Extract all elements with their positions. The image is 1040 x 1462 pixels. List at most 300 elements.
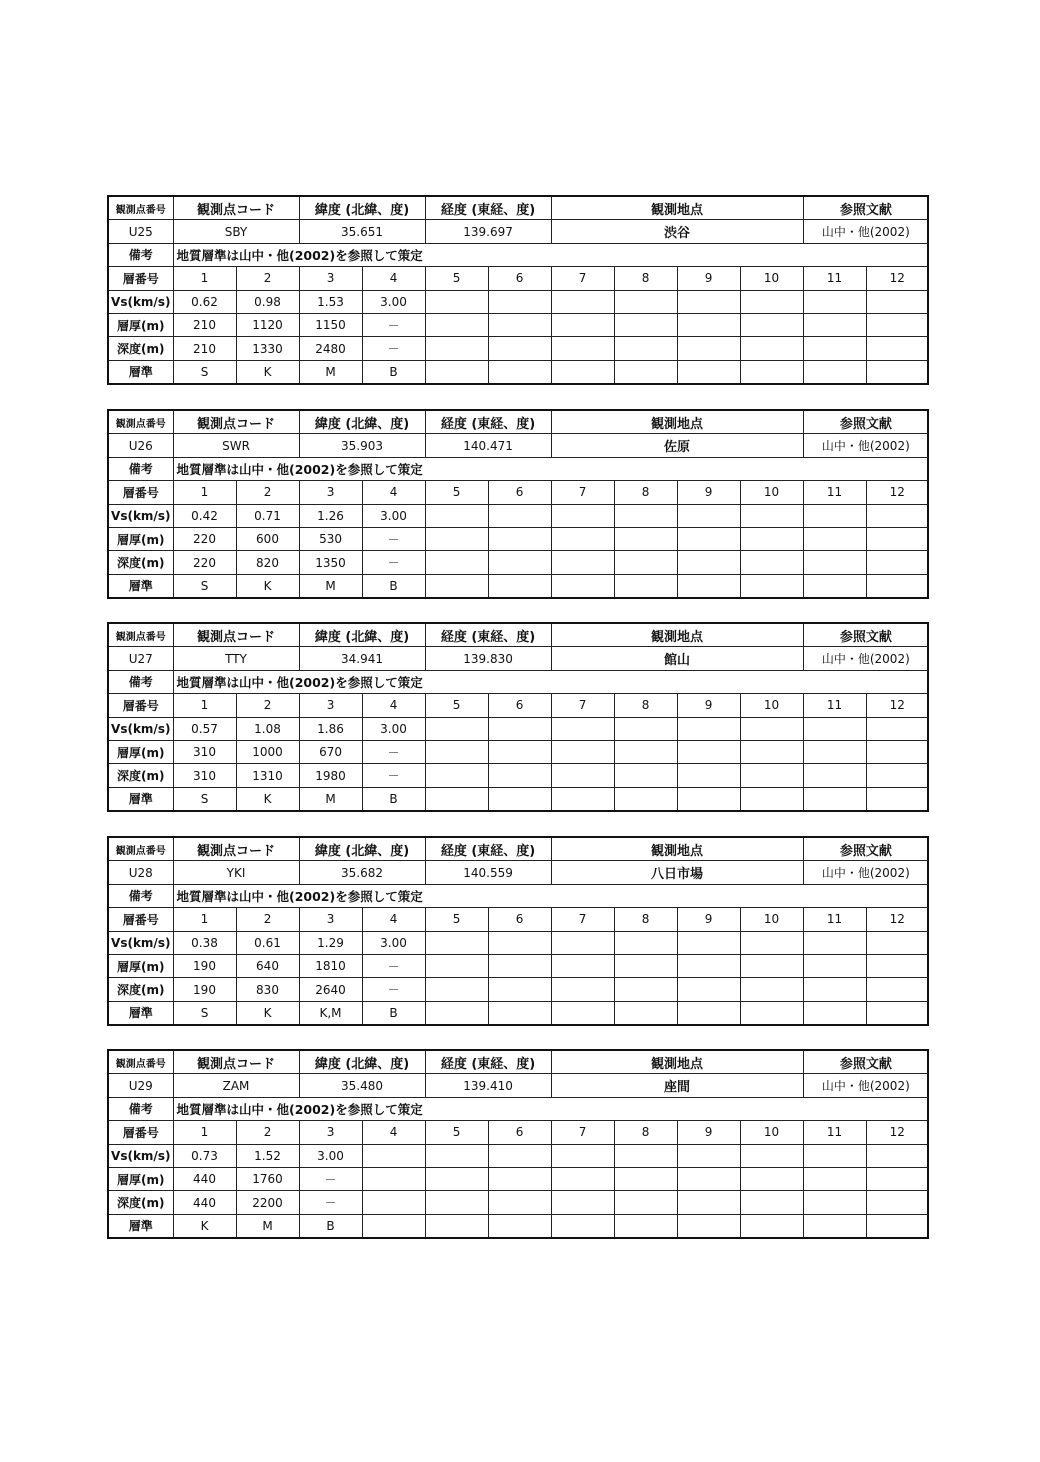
layer-number: 8 bbox=[614, 267, 677, 290]
thickness-row-value bbox=[488, 954, 551, 977]
horizon-row-value bbox=[803, 787, 866, 810]
station-no-header: 観測点番号 bbox=[109, 838, 173, 861]
latitude-header: 緯度 (北緯、度) bbox=[299, 838, 425, 861]
thickness-row-value bbox=[488, 527, 551, 550]
longitude-value: 139.830 bbox=[425, 647, 551, 670]
remarks-text: 地質層準は山中・他(2002)を参照して策定 bbox=[173, 1097, 928, 1120]
remarks-text: 地質層準は山中・他(2002)を参照して策定 bbox=[173, 670, 928, 693]
horizon-row-value bbox=[740, 360, 803, 383]
horizon-row-value bbox=[425, 1001, 488, 1024]
vs-row-value bbox=[425, 931, 488, 954]
vs-row-value: 1.53 bbox=[299, 290, 362, 313]
vs-row-value: 0.71 bbox=[236, 504, 299, 527]
horizon-row-value bbox=[677, 574, 740, 597]
layer-number: 9 bbox=[677, 694, 740, 717]
station-table bbox=[107, 1049, 929, 1239]
thickness-row-value: 1810 bbox=[299, 954, 362, 977]
thickness-row-value bbox=[488, 313, 551, 336]
horizon-row-value bbox=[740, 1214, 803, 1237]
layer-number: 5 bbox=[425, 1121, 488, 1144]
depth-row bbox=[109, 551, 928, 574]
layer-number-row bbox=[109, 267, 928, 290]
vs-row-value bbox=[677, 717, 740, 740]
horizon-row-value bbox=[740, 1001, 803, 1024]
station-code-header: 観測点コード bbox=[173, 624, 299, 647]
horizon-row-value: K bbox=[173, 1214, 236, 1237]
layer-number: 5 bbox=[425, 481, 488, 504]
vs-row-value bbox=[677, 290, 740, 313]
vs-row-value bbox=[740, 504, 803, 527]
layer-number: 4 bbox=[362, 481, 425, 504]
layer-number: 8 bbox=[614, 908, 677, 931]
vs-row-value bbox=[488, 290, 551, 313]
remarks-label: 備考 bbox=[109, 457, 173, 480]
vs-row-value bbox=[488, 717, 551, 740]
header-row bbox=[109, 838, 928, 861]
depth-row-value: 2640 bbox=[299, 978, 362, 1001]
horizon-row-value bbox=[488, 574, 551, 597]
depth-row-value: － bbox=[362, 978, 425, 1001]
reference-header: 参照文献 bbox=[803, 838, 928, 861]
row-label: 層厚(m) bbox=[109, 313, 173, 336]
vs-row-value: 0.62 bbox=[173, 290, 236, 313]
depth-row-value bbox=[677, 978, 740, 1001]
row-label: 深度(m) bbox=[109, 551, 173, 574]
vs-row bbox=[109, 1144, 928, 1167]
vs-row-value bbox=[425, 504, 488, 527]
reference-header: 参照文献 bbox=[803, 197, 928, 220]
station-no: U28 bbox=[109, 861, 173, 884]
remarks-text: 地質層準は山中・他(2002)を参照して策定 bbox=[173, 243, 928, 266]
thickness-row-value bbox=[740, 313, 803, 336]
station-code-header: 観測点コード bbox=[173, 197, 299, 220]
layer-number-row bbox=[109, 481, 928, 504]
depth-row-value bbox=[803, 337, 866, 360]
horizon-row bbox=[109, 360, 928, 383]
horizon-row-value bbox=[614, 1001, 677, 1024]
remarks-text: 地質層準は山中・他(2002)を参照して策定 bbox=[173, 884, 928, 907]
depth-row-value bbox=[803, 978, 866, 1001]
row-label: 層準 bbox=[109, 1214, 173, 1237]
depth-row-value: － bbox=[362, 764, 425, 787]
vs-row-value bbox=[488, 931, 551, 954]
vs-row-value bbox=[551, 290, 614, 313]
reference-header: 参照文献 bbox=[803, 624, 928, 647]
thickness-row-value bbox=[551, 527, 614, 550]
row-label: 深度(m) bbox=[109, 978, 173, 1001]
station-code: ZAM bbox=[173, 1074, 299, 1097]
thickness-row-value bbox=[362, 1167, 425, 1190]
layer-number: 6 bbox=[488, 694, 551, 717]
layer-number: 2 bbox=[236, 267, 299, 290]
layer-number: 1 bbox=[173, 481, 236, 504]
vs-row-value bbox=[803, 931, 866, 954]
vs-row-value bbox=[614, 290, 677, 313]
vs-row bbox=[109, 931, 928, 954]
header-row bbox=[109, 624, 928, 647]
depth-row-value: 210 bbox=[173, 337, 236, 360]
vs-row-value: 1.86 bbox=[299, 717, 362, 740]
latitude-header: 緯度 (北緯、度) bbox=[299, 1051, 425, 1074]
thickness-row-value: － bbox=[362, 527, 425, 550]
thickness-row-value: 530 bbox=[299, 527, 362, 550]
depth-row-value bbox=[677, 337, 740, 360]
latitude-value: 35.480 bbox=[299, 1074, 425, 1097]
thickness-row-value bbox=[677, 313, 740, 336]
depth-row-value bbox=[551, 764, 614, 787]
station-no-header: 観測点番号 bbox=[109, 1051, 173, 1074]
row-label: Vs(km/s) bbox=[109, 931, 173, 954]
layer-number: 1 bbox=[173, 267, 236, 290]
depth-row-value bbox=[551, 337, 614, 360]
horizon-row-value: S bbox=[173, 360, 236, 383]
layer-number: 4 bbox=[362, 908, 425, 931]
depth-row-value: 1980 bbox=[299, 764, 362, 787]
station-code: SBY bbox=[173, 220, 299, 243]
thickness-row-value: － bbox=[362, 954, 425, 977]
station-code-header: 観測点コード bbox=[173, 1051, 299, 1074]
info-row bbox=[109, 647, 928, 670]
layer-number-row bbox=[109, 1121, 928, 1144]
layer-number: 10 bbox=[740, 267, 803, 290]
vs-row-value bbox=[614, 504, 677, 527]
thickness-row-value bbox=[425, 740, 488, 763]
thickness-row-value: － bbox=[362, 740, 425, 763]
vs-row-value bbox=[425, 290, 488, 313]
layer-number: 2 bbox=[236, 481, 299, 504]
station-no: U26 bbox=[109, 434, 173, 457]
layer-number: 12 bbox=[866, 481, 928, 504]
layer-number: 10 bbox=[740, 1121, 803, 1144]
depth-row-value bbox=[866, 764, 928, 787]
depth-row-value bbox=[425, 978, 488, 1001]
row-label: Vs(km/s) bbox=[109, 290, 173, 313]
station-grid bbox=[109, 411, 928, 597]
layer-number: 7 bbox=[551, 267, 614, 290]
layer-number: 7 bbox=[551, 694, 614, 717]
vs-row-value bbox=[677, 931, 740, 954]
horizon-row-value bbox=[614, 360, 677, 383]
thickness-row-value bbox=[740, 527, 803, 550]
header-row bbox=[109, 1051, 928, 1074]
thickness-row-value bbox=[614, 313, 677, 336]
depth-row-value bbox=[866, 551, 928, 574]
longitude-header: 経度 (東経、度) bbox=[425, 624, 551, 647]
thickness-row-value: － bbox=[299, 1167, 362, 1190]
vs-row-value bbox=[488, 504, 551, 527]
thickness-row-value: 1150 bbox=[299, 313, 362, 336]
thickness-row-value: 220 bbox=[173, 527, 236, 550]
thickness-row-value bbox=[425, 954, 488, 977]
depth-row-value bbox=[803, 551, 866, 574]
remarks-row bbox=[109, 670, 928, 693]
horizon-row-value: S bbox=[173, 574, 236, 597]
station-no: U29 bbox=[109, 1074, 173, 1097]
header-row bbox=[109, 197, 928, 220]
remarks-row bbox=[109, 457, 928, 480]
station-table bbox=[107, 409, 929, 599]
thickness-row-value bbox=[677, 740, 740, 763]
row-label: 層厚(m) bbox=[109, 954, 173, 977]
depth-row-value bbox=[551, 551, 614, 574]
depth-row-value: 310 bbox=[173, 764, 236, 787]
thickness-row-value bbox=[866, 527, 928, 550]
layer-number: 12 bbox=[866, 694, 928, 717]
horizon-row-value bbox=[677, 1001, 740, 1024]
depth-row-value bbox=[803, 764, 866, 787]
depth-row-value bbox=[677, 551, 740, 574]
station-grid bbox=[109, 197, 928, 383]
layer-number: 11 bbox=[803, 1121, 866, 1144]
layer-number: 7 bbox=[551, 908, 614, 931]
info-row bbox=[109, 220, 928, 243]
horizon-row-value bbox=[551, 360, 614, 383]
station-no-header: 観測点番号 bbox=[109, 624, 173, 647]
row-label: 層番号 bbox=[109, 481, 173, 504]
depth-row-value: 1310 bbox=[236, 764, 299, 787]
longitude-value: 139.697 bbox=[425, 220, 551, 243]
horizon-row-value: B bbox=[362, 1001, 425, 1024]
station-no: U27 bbox=[109, 647, 173, 670]
horizon-row-value bbox=[362, 1214, 425, 1237]
layer-number-row bbox=[109, 694, 928, 717]
layer-number: 1 bbox=[173, 908, 236, 931]
depth-row-value bbox=[803, 1191, 866, 1214]
layer-number: 3 bbox=[299, 908, 362, 931]
layer-number: 9 bbox=[677, 1121, 740, 1144]
layer-number: 7 bbox=[551, 1121, 614, 1144]
horizon-row-value bbox=[488, 787, 551, 810]
vs-row-value bbox=[740, 931, 803, 954]
horizon-row-value bbox=[803, 1214, 866, 1237]
layer-number: 6 bbox=[488, 1121, 551, 1144]
row-label: 深度(m) bbox=[109, 337, 173, 360]
depth-row-value bbox=[488, 978, 551, 1001]
vs-row-value bbox=[425, 717, 488, 740]
horizon-row-value bbox=[740, 787, 803, 810]
horizon-row-value: K bbox=[236, 574, 299, 597]
layer-number: 12 bbox=[866, 1121, 928, 1144]
thickness-row-value bbox=[866, 954, 928, 977]
horizon-row-value bbox=[551, 1001, 614, 1024]
horizon-row-value bbox=[740, 574, 803, 597]
vs-row-value bbox=[740, 717, 803, 740]
latitude-value: 34.941 bbox=[299, 647, 425, 670]
info-row bbox=[109, 1074, 928, 1097]
vs-row-value bbox=[614, 931, 677, 954]
depth-row-value bbox=[740, 978, 803, 1001]
latitude-value: 35.903 bbox=[299, 434, 425, 457]
horizon-row bbox=[109, 1214, 928, 1237]
horizon-row bbox=[109, 1001, 928, 1024]
vs-row-value bbox=[803, 504, 866, 527]
vs-row-value: 1.26 bbox=[299, 504, 362, 527]
thickness-row-value: 1760 bbox=[236, 1167, 299, 1190]
thickness-row bbox=[109, 740, 928, 763]
horizon-row-value: B bbox=[362, 360, 425, 383]
layer-number: 3 bbox=[299, 267, 362, 290]
vs-row-value bbox=[551, 717, 614, 740]
info-row bbox=[109, 861, 928, 884]
layer-number: 11 bbox=[803, 908, 866, 931]
vs-row-value: 3.00 bbox=[299, 1144, 362, 1167]
site-name: 佐原 bbox=[551, 434, 803, 457]
depth-row-value bbox=[614, 551, 677, 574]
station-table bbox=[107, 622, 929, 812]
vs-row-value bbox=[551, 504, 614, 527]
horizon-row-value bbox=[425, 574, 488, 597]
station-no: U25 bbox=[109, 220, 173, 243]
horizon-row-value: B bbox=[299, 1214, 362, 1237]
depth-row-value: 1330 bbox=[236, 337, 299, 360]
remarks-label: 備考 bbox=[109, 884, 173, 907]
thickness-row-value bbox=[866, 740, 928, 763]
header-row bbox=[109, 411, 928, 434]
station-table bbox=[107, 195, 929, 385]
depth-row bbox=[109, 1191, 928, 1214]
depth-row-value bbox=[614, 764, 677, 787]
vs-row-value: 0.73 bbox=[173, 1144, 236, 1167]
depth-row-value bbox=[362, 1191, 425, 1214]
vs-row-value bbox=[803, 1144, 866, 1167]
horizon-row-value: M bbox=[236, 1214, 299, 1237]
thickness-row-value bbox=[425, 527, 488, 550]
vs-row-value: 1.29 bbox=[299, 931, 362, 954]
thickness-row-value bbox=[614, 1167, 677, 1190]
vs-row-value: 3.00 bbox=[362, 504, 425, 527]
depth-row-value bbox=[551, 1191, 614, 1214]
thickness-row-value bbox=[425, 313, 488, 336]
thickness-row-value: 640 bbox=[236, 954, 299, 977]
depth-row-value bbox=[488, 764, 551, 787]
depth-row-value: － bbox=[362, 551, 425, 574]
thickness-row-value bbox=[551, 740, 614, 763]
station-table bbox=[107, 836, 929, 1026]
thickness-row-value bbox=[551, 954, 614, 977]
vs-row-value: 3.00 bbox=[362, 290, 425, 313]
vs-row-value bbox=[866, 1144, 928, 1167]
depth-row bbox=[109, 764, 928, 787]
horizon-row-value: K,M bbox=[299, 1001, 362, 1024]
latitude-header: 緯度 (北緯、度) bbox=[299, 197, 425, 220]
depth-row-value: 2200 bbox=[236, 1191, 299, 1214]
thickness-row-value: 1000 bbox=[236, 740, 299, 763]
layer-number: 4 bbox=[362, 694, 425, 717]
reference-header: 参照文献 bbox=[803, 411, 928, 434]
depth-row-value bbox=[551, 978, 614, 1001]
vs-row-value bbox=[551, 1144, 614, 1167]
station-grid bbox=[109, 1051, 928, 1237]
row-label: 深度(m) bbox=[109, 1191, 173, 1214]
vs-row-value: 0.98 bbox=[236, 290, 299, 313]
depth-row-value: － bbox=[299, 1191, 362, 1214]
vs-row-value bbox=[740, 1144, 803, 1167]
horizon-row-value: B bbox=[362, 787, 425, 810]
thickness-row-value bbox=[614, 954, 677, 977]
thickness-row-value bbox=[866, 313, 928, 336]
row-label: 層番号 bbox=[109, 694, 173, 717]
vs-row-value bbox=[677, 504, 740, 527]
thickness-row bbox=[109, 1167, 928, 1190]
depth-row-value bbox=[740, 764, 803, 787]
layer-number: 11 bbox=[803, 267, 866, 290]
depth-row-value bbox=[425, 764, 488, 787]
depth-row-value: 1350 bbox=[299, 551, 362, 574]
info-row bbox=[109, 434, 928, 457]
depth-row-value bbox=[425, 1191, 488, 1214]
layer-number: 5 bbox=[425, 694, 488, 717]
row-label: 層番号 bbox=[109, 1121, 173, 1144]
vs-row-value: 0.61 bbox=[236, 931, 299, 954]
thickness-row-value bbox=[803, 954, 866, 977]
horizon-row-value bbox=[425, 1214, 488, 1237]
station-code: YKI bbox=[173, 861, 299, 884]
site-header: 観測地点 bbox=[551, 1051, 803, 1074]
depth-row-value: － bbox=[362, 337, 425, 360]
longitude-header: 経度 (東経、度) bbox=[425, 1051, 551, 1074]
reference-value: 山中・他(2002) bbox=[803, 220, 928, 243]
horizon-row-value: B bbox=[362, 574, 425, 597]
thickness-row-value bbox=[740, 954, 803, 977]
remarks-label: 備考 bbox=[109, 1097, 173, 1120]
row-label: 層準 bbox=[109, 574, 173, 597]
site-header: 観測地点 bbox=[551, 624, 803, 647]
vs-row-value bbox=[425, 1144, 488, 1167]
depth-row-value bbox=[740, 551, 803, 574]
layer-number: 7 bbox=[551, 481, 614, 504]
reference-header: 参照文献 bbox=[803, 1051, 928, 1074]
latitude-header: 緯度 (北緯、度) bbox=[299, 411, 425, 434]
row-label: Vs(km/s) bbox=[109, 1144, 173, 1167]
vs-row-value bbox=[866, 504, 928, 527]
depth-row-value bbox=[488, 1191, 551, 1214]
row-label: 層準 bbox=[109, 360, 173, 383]
vs-row-value bbox=[803, 717, 866, 740]
horizon-row-value: K bbox=[236, 787, 299, 810]
horizon-row-value: M bbox=[299, 360, 362, 383]
depth-row-value bbox=[425, 337, 488, 360]
horizon-row-value bbox=[866, 1214, 928, 1237]
site-header: 観測地点 bbox=[551, 411, 803, 434]
row-label: Vs(km/s) bbox=[109, 504, 173, 527]
layer-number: 2 bbox=[236, 908, 299, 931]
layer-number: 5 bbox=[425, 908, 488, 931]
layer-number: 9 bbox=[677, 481, 740, 504]
longitude-header: 経度 (東経、度) bbox=[425, 411, 551, 434]
station-code: TTY bbox=[173, 647, 299, 670]
depth-row-value bbox=[425, 551, 488, 574]
vs-row-value: 1.08 bbox=[236, 717, 299, 740]
horizon-row-value bbox=[866, 574, 928, 597]
longitude-header: 経度 (東経、度) bbox=[425, 838, 551, 861]
thickness-row-value: 190 bbox=[173, 954, 236, 977]
vs-row-value bbox=[866, 931, 928, 954]
horizon-row-value bbox=[866, 1001, 928, 1024]
thickness-row-value bbox=[677, 527, 740, 550]
reference-value: 山中・他(2002) bbox=[803, 434, 928, 457]
depth-row-value bbox=[614, 337, 677, 360]
row-label: 層準 bbox=[109, 787, 173, 810]
depth-row-value: 820 bbox=[236, 551, 299, 574]
vs-row-value bbox=[740, 290, 803, 313]
layer-number: 11 bbox=[803, 481, 866, 504]
longitude-header: 経度 (東経、度) bbox=[425, 197, 551, 220]
remarks-row bbox=[109, 1097, 928, 1120]
depth-row-value bbox=[866, 978, 928, 1001]
horizon-row-value bbox=[551, 1214, 614, 1237]
layer-number: 1 bbox=[173, 694, 236, 717]
longitude-value: 140.471 bbox=[425, 434, 551, 457]
